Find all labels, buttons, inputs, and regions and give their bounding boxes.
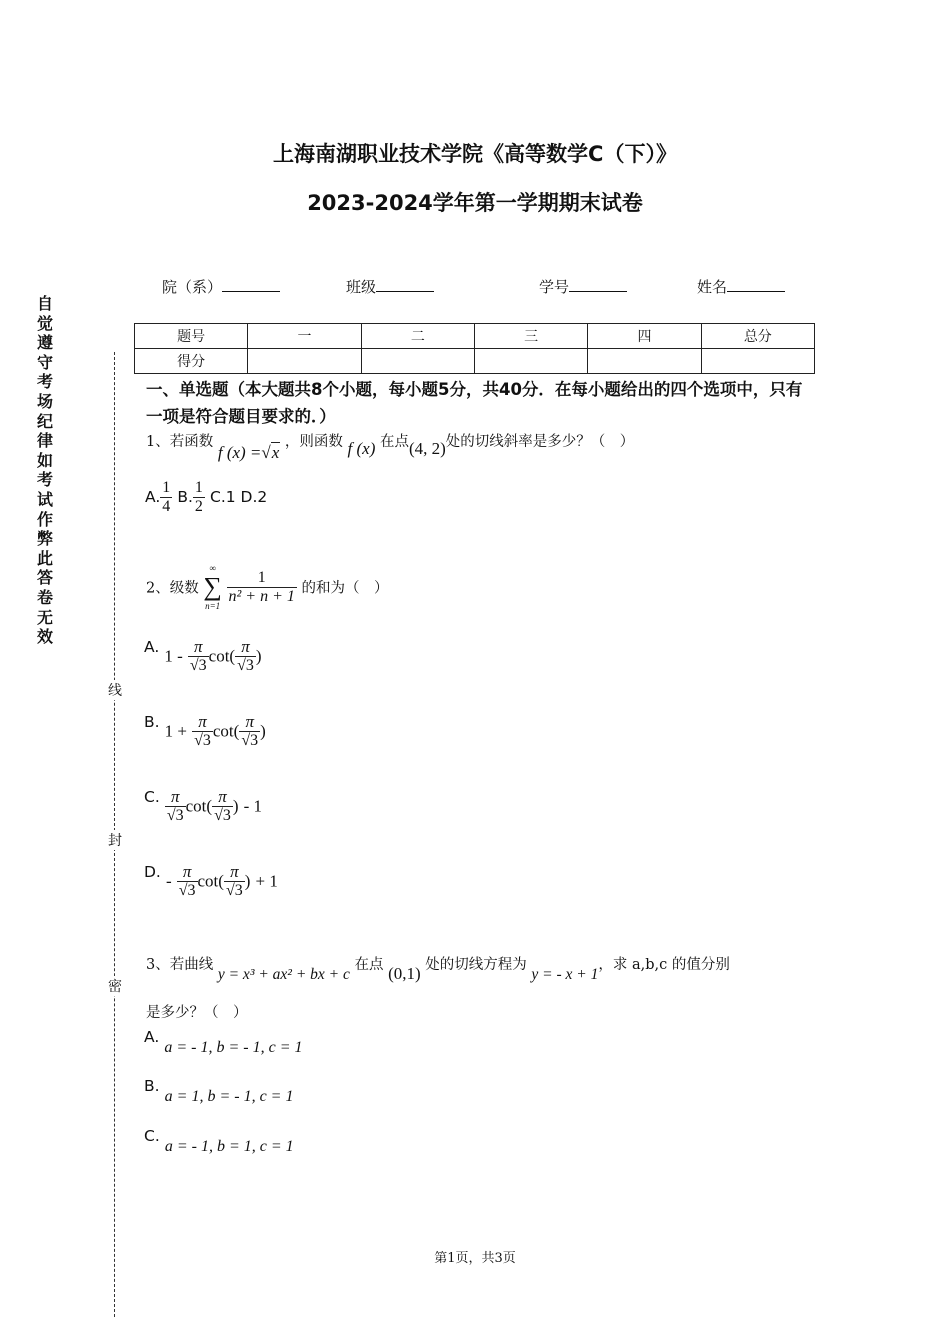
page-number: 第1页，共3页 — [434, 1251, 516, 1266]
q1-a-num: 1 — [162, 479, 171, 496]
q2-d-cot: cot( — [197, 871, 224, 891]
q3-line2: 是多少？（ ） — [146, 1005, 248, 1021]
q2-d-close: ) — [244, 871, 251, 891]
q2-summation — [203, 562, 222, 612]
score-cell[interactable] — [588, 349, 701, 374]
q2-a-label: A. — [144, 638, 160, 656]
q1-b-fraction — [193, 479, 205, 516]
q2-d-label: D. — [144, 863, 161, 881]
exam-title-line1: 上海南湖职业技术学院《高等数学C（下）》 — [273, 142, 677, 166]
seal-char-seal: 封 — [107, 830, 123, 850]
q1-a-fraction — [160, 479, 172, 516]
q3-curve: y = x³ + ax² + bx + c — [217, 966, 350, 983]
q2-a-three1: 3 — [198, 657, 207, 674]
q3-a-label: A. — [144, 1028, 160, 1046]
q2-fraction — [227, 569, 297, 606]
seal-char-line: 线 — [107, 680, 123, 700]
q2-b-frac1: $\frac{\pi}{√3}$ — [194, 712, 211, 749]
q1-option-a[interactable]: A. — [145, 488, 161, 506]
q2-d-three2: 3 — [234, 882, 243, 899]
score-header-cell: 三 — [474, 324, 587, 349]
q2-sum-bottom: n=1 — [205, 601, 221, 611]
name-blank[interactable] — [727, 277, 785, 292]
q3-c-value: a = - 1, b = 1, c = 1 — [164, 1138, 294, 1155]
dept-field[interactable] — [162, 276, 280, 297]
q2-b-frac2: $\frac{\pi}{√3}$ — [241, 712, 259, 749]
q3-point: (0,1) — [388, 964, 421, 983]
q2-a-pi2: π — [235, 638, 256, 657]
q3-option-c[interactable] — [144, 1126, 294, 1155]
q1-suffix: 处的切线斜率是多少？（ ） — [445, 434, 635, 450]
q2-sum-symbol: ∑ — [203, 572, 222, 601]
q2-d-pi1: π — [177, 863, 198, 882]
name-label: 姓名 — [697, 278, 728, 296]
q1-sqrt-arg: x — [271, 443, 280, 462]
question-1 — [146, 430, 635, 462]
q2-d-frac2: $\frac{\pi}{√3}$ — [225, 862, 243, 899]
q2-d-pi2: π — [224, 863, 245, 882]
score-header-cell: 总分 — [701, 324, 814, 349]
q1-point: (4, 2) — [408, 439, 446, 458]
score-cell[interactable] — [361, 349, 474, 374]
score-header-cell: 二 — [361, 324, 474, 349]
q2-a-pi1: π — [188, 638, 209, 657]
name-field[interactable] — [697, 276, 785, 297]
q2-sum-top: ∞ — [209, 563, 216, 573]
q2-c-close: ) — [232, 796, 239, 816]
q3-b-value: a = 1, b = - 1, c = 1 — [164, 1088, 294, 1105]
q3-tangent: y = - x + 1 — [531, 966, 599, 983]
q2-d-three1: 3 — [187, 882, 196, 899]
q2-b-label: B. — [144, 713, 160, 731]
student-id-field[interactable] — [539, 276, 627, 297]
q3-c-label: C. — [144, 1127, 160, 1145]
q2-b-three1: 3 — [202, 732, 211, 749]
q2-b-cot: cot( — [212, 721, 240, 741]
q1-option-b[interactable]: B. — [177, 488, 193, 506]
q1-b-num: 1 — [194, 479, 203, 496]
q1-func2: f (x) — [347, 439, 376, 458]
q2-a-lead: 1 - — [164, 646, 183, 666]
score-row-label: 得分 — [135, 349, 248, 374]
q1-b-den: 2 — [194, 498, 203, 515]
q3-option-b[interactable] — [144, 1076, 294, 1105]
score-cell[interactable] — [701, 349, 814, 374]
score-table-header-row — [135, 324, 815, 349]
score-cell[interactable] — [248, 349, 361, 374]
seal-char-secret: 密 — [107, 976, 123, 996]
score-table — [134, 323, 815, 374]
class-label: 班级 — [346, 278, 377, 296]
q2-suffix: 的和为（ ） — [301, 580, 389, 597]
q2-c-label: C. — [144, 788, 160, 806]
dept-label: 院（系） — [162, 278, 223, 296]
section1-heading: 一、单选题（本大题共8个小题，每小题5分，共40分．在每小题给出的四个选项中，只有一项是符合题目要求的．） — [146, 380, 803, 426]
q1-sqrt: √x — [261, 443, 280, 462]
q2-c-pi1: π — [165, 788, 186, 807]
q2-frac-num: 1 — [227, 569, 297, 588]
q1-option-cd[interactable]: C.1 D.2 — [210, 488, 268, 506]
q2-a-cot: cot( — [208, 646, 236, 666]
exam-title-line2: 2023-2024学年第一学期期末试卷 — [307, 191, 643, 215]
q2-a-three2: 3 — [245, 657, 254, 674]
q3-suffix: ，求 a,b,c 的值分别 — [598, 957, 730, 973]
dept-blank[interactable] — [222, 277, 280, 292]
q2-option-d[interactable] — [144, 863, 278, 900]
q3-prefix: 3、若曲线 — [146, 957, 214, 973]
score-table-score-row — [135, 349, 815, 374]
q1-func: f (x) = — [217, 443, 262, 462]
q2-d-lead: - — [165, 871, 172, 891]
score-cell[interactable] — [474, 349, 587, 374]
q2-a-frac2: $\frac{\pi}{√3}$ — [237, 637, 254, 674]
q2-c-three2: 3 — [222, 807, 231, 824]
q2-b-pi1: π — [192, 713, 213, 732]
q2-option-b[interactable] — [144, 713, 266, 750]
q2-b-lead: 1 + — [164, 721, 187, 741]
student-id-blank[interactable] — [569, 277, 627, 292]
q2-d-frac1: $\frac{\pi}{√3}$ — [178, 862, 196, 899]
q1-a-den: 4 — [162, 498, 171, 515]
q3-mid: 处的切线方程为 — [425, 957, 527, 973]
q2-option-c[interactable] — [144, 788, 262, 825]
score-header-cell: 四 — [588, 324, 701, 349]
q2-c-frac1: $\frac{\pi}{√3}$ — [166, 787, 184, 824]
q2-c-pi2: π — [212, 788, 233, 807]
q3-at-point: 在点 — [354, 957, 384, 973]
q1-options — [145, 479, 267, 516]
question-2 — [146, 562, 389, 612]
q1-mid: ，则函数 — [284, 434, 343, 450]
student-id-label: 学号 — [539, 278, 570, 296]
q2-option-a[interactable] — [144, 638, 262, 675]
q3-b-label: B. — [144, 1077, 160, 1095]
q2-b-close: ) — [260, 721, 266, 741]
q2-prefix: 2、级数 — [146, 580, 199, 597]
q2-frac-den: n² + n + 1 — [228, 587, 295, 605]
q2-c-three1: 3 — [175, 807, 184, 824]
question-3 — [146, 953, 730, 983]
q3-option-a[interactable] — [144, 1027, 303, 1056]
q3-a-value: a = - 1, b = - 1, c = 1 — [164, 1039, 303, 1056]
q2-c-cot: cot( — [185, 796, 213, 816]
side-notice: 自觉遵守考场纪律如考试作弊此答卷无效 — [36, 294, 53, 647]
q2-d-tail: + 1 — [255, 871, 278, 891]
q2-c-tail: - 1 — [243, 796, 263, 816]
q2-a-frac1: $\frac{\pi}{√3}$ — [189, 637, 207, 674]
score-header-cell: 一 — [248, 324, 361, 349]
class-field[interactable] — [346, 276, 434, 297]
q2-b-pi2: π — [239, 713, 260, 732]
q2-a-close: ) — [255, 646, 262, 666]
q2-b-three2: 3 — [250, 732, 259, 749]
q1-at-point: 在点 — [379, 434, 409, 450]
q1-prefix: 1、若函数 — [146, 434, 214, 450]
score-header-cell: 题号 — [135, 324, 248, 349]
q2-c-frac2: $\frac{\pi}{√3}$ — [214, 787, 231, 824]
class-blank[interactable] — [376, 277, 434, 292]
